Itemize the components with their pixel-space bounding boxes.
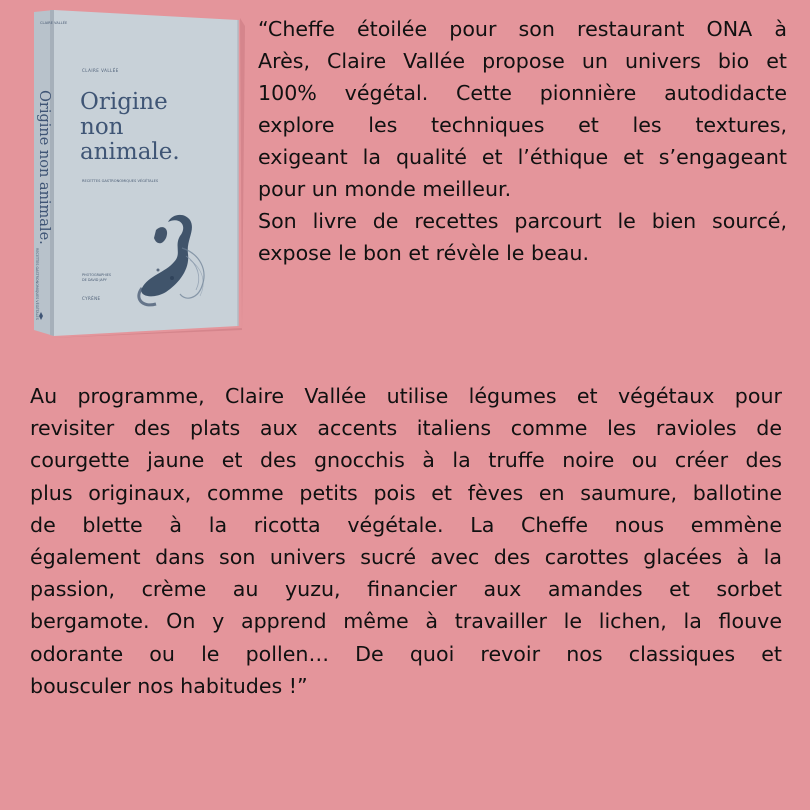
cover-photo-credit-1: PHOTOGRAPHIES — [82, 273, 112, 277]
quote-program-line: de blette à la ricotta végétale. La Cheffe nous emmène — [30, 512, 782, 537]
quote-program-line: revisiter des plats aux accents italiens comme les ravioles de — [30, 416, 782, 441]
book-cover-svg — [30, 8, 245, 338]
cover-title-line-2: non — [80, 114, 124, 140]
cover-photo-credit-2: DE DAVID JAPY — [82, 278, 107, 282]
quote-intro-line: 100% végétal. Cette pionnière autodidacte — [258, 81, 787, 105]
quote-intro-line: “Cheffe étoilée pour son restaurant ONA à — [258, 17, 787, 41]
quote-program-line: Au programme, Claire Vallée utilise légumes et végétaux pour — [30, 384, 782, 408]
quote-intro-line: expose le bon et révèle le beau. — [258, 241, 589, 265]
quote-intro-line: exigeant la qualité et l’éthique et s’engageant — [258, 145, 787, 169]
spine-subtitle: RECETTES GASTRONOMIQUES VÉGÉTALES — [35, 248, 39, 320]
quote-program-line: passion, crème au yuzu, financier aux amandes et sorbet — [30, 577, 782, 602]
book-cover-image — [30, 8, 245, 338]
quote-intro-line: pour un monde meilleur. — [258, 177, 512, 201]
cover-title-line-3: animale. — [80, 139, 180, 165]
quote-program-paragraph — [30, 380, 782, 702]
quote-intro-line: Son livre de recettes parcourt le bien sourcé, — [258, 209, 787, 233]
quote-intro-line: Arès, Claire Vallée propose un univers bio et — [258, 49, 787, 73]
cover-subtitle: RECETTES GASTRONOMIQUES VÉGÉTALES — [82, 179, 159, 183]
quote-intro-line: explore les techniques et les textures, — [258, 113, 787, 137]
quote-program-line: courgette jaune et des gnocchis à la truffe noire ou créer des — [30, 448, 782, 473]
quote-program-line: odorante ou le pollen… De quoi revoir nos classiques et — [30, 641, 782, 666]
quote-program-line: bousculer nos habitudes !” — [30, 673, 308, 698]
spine-author: CLAIRE VALLÉE — [40, 21, 68, 25]
spine-title: Origine non animale. — [36, 90, 52, 245]
quote-program-line: bergamote. On y apprend même à travailler le lichen, la flouve — [30, 609, 782, 634]
quote-program-line: également dans son univers sucré avec des carottes glacées à la — [30, 545, 782, 570]
quote-program-line: plus originaux, comme petits pois et fèves en saumure, ballotine — [30, 480, 782, 505]
quote-intro-paragraph — [258, 13, 787, 269]
cover-author: CLAIRE VALLÉE — [82, 68, 119, 73]
cover-title-line-1: Origine — [80, 89, 168, 115]
cover-publisher: CYRÈNE — [82, 296, 101, 301]
